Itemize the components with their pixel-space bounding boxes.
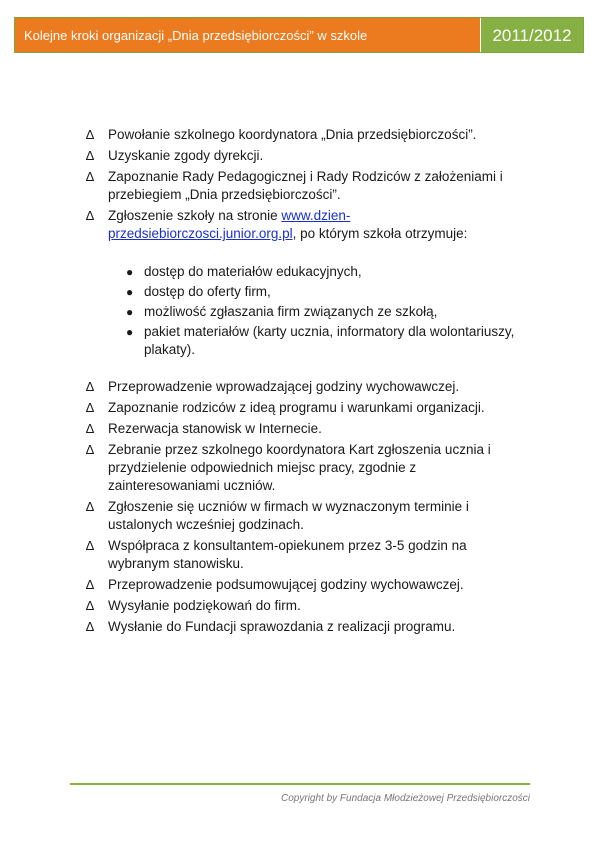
steps-content [86,126,526,639]
header-title: Kolejne kroki organizacji „Dnia przedsiębiorczości” w szkole [15,18,480,52]
step-item [86,441,526,495]
bullet-icon: ● [126,325,134,339]
delta-icon: ∆ [86,598,94,613]
step-text: Przeprowadzenie wprowadzającej godziny wychowawczej. [108,379,460,394]
header-year: 2011/2012 [480,18,583,52]
bullet-icon: ● [126,265,134,279]
step-text [108,207,526,243]
page-header [14,17,584,53]
footer-copyright: Copyright by Fundacja Młodzieżowej Przedsiębiorczości [281,793,530,804]
delta-icon: ∆ [86,169,94,184]
step-item [86,126,526,144]
delta-icon: ∆ [86,499,94,514]
delta-icon: ∆ [86,619,94,634]
list-item [126,323,526,359]
intro-steps-list [86,126,526,204]
registration-suffix: , po którym szkoła otrzymuje: [292,226,468,241]
delta-icon: ∆ [86,208,94,223]
step-item [86,147,526,165]
delta-icon: ∆ [86,442,94,457]
bullet-text: pakiet materiałów (karty ucznia, informatory dla wolontariuszy, plakaty). [144,324,515,357]
registration-prefix: Zgłoszenie szkoły na stronie [108,208,282,223]
step-item [86,597,526,615]
remaining-steps-list [86,378,526,636]
list-item [126,283,526,301]
delta-icon: ∆ [86,379,94,394]
delta-icon: ∆ [86,577,94,592]
bullet-text: dostęp do materiałów edukacyjnych, [144,264,362,279]
delta-icon: ∆ [86,421,94,436]
registration-link[interactable]: www.dzien-przedsiebiorczosci.junior.org.pl [108,208,351,241]
step-item [86,420,526,438]
step-text: Wysyłanie podziękowań do firm. [108,598,301,613]
step-item [86,168,526,204]
step-text: Zgłoszenie się uczniów w firmach w wyznaczonym terminie i ustalonych wcześniej godzinach. [108,499,469,532]
step-text: Przeprowadzenie podsumowującej godziny wychowawczej. [108,577,464,592]
bullet-text: możliwość zgłaszania firm związanych ze szkołą, [144,304,438,319]
benefits-list [126,263,526,359]
delta-icon: ∆ [86,148,94,163]
step-item [86,378,526,396]
step-text: Zebranie przez szkolnego koordynatora Kart zgłoszenia ucznia i przydzielenie odpowiednich miejsc pracy, zgodnie z zainteresowaniami uczniów. [108,442,491,493]
bullet-icon: ● [126,305,134,319]
delta-icon: ∆ [86,400,94,415]
step-item [86,618,526,636]
step-item [86,498,526,534]
delta-icon: ∆ [86,127,94,142]
step-text: Wysłanie do Fundacji sprawozdania z realizacji programu. [108,619,456,634]
step-text: Zapoznanie Rady Pedagogicznej i Rady Rodziców z założeniami i przebiegiem „Dnia przedsiębiorczości”. [108,169,503,202]
step-item [86,576,526,594]
list-item [126,263,526,281]
list-item [126,303,526,321]
bullet-icon: ● [126,285,134,299]
step-item [86,399,526,417]
step-registration [86,207,526,243]
step-text: Powołanie szkolnego koordynatora „Dnia przedsiębiorczości”. [108,127,477,142]
step-text: Zapoznanie rodziców z ideą programu i warunkami organizacji. [108,400,485,415]
step-text: Rezerwacja stanowisk w Internecie. [108,421,322,436]
delta-icon: ∆ [86,538,94,553]
bullet-text: dostęp do oferty firm, [144,284,271,299]
step-text: Współpraca z konsultantem-opiekunem przez 3-5 godzin na wybranym stanowisku. [108,538,467,571]
step-text: Uzyskanie zgody dyrekcji. [108,148,264,163]
footer-divider [70,783,530,785]
step-item [86,537,526,573]
